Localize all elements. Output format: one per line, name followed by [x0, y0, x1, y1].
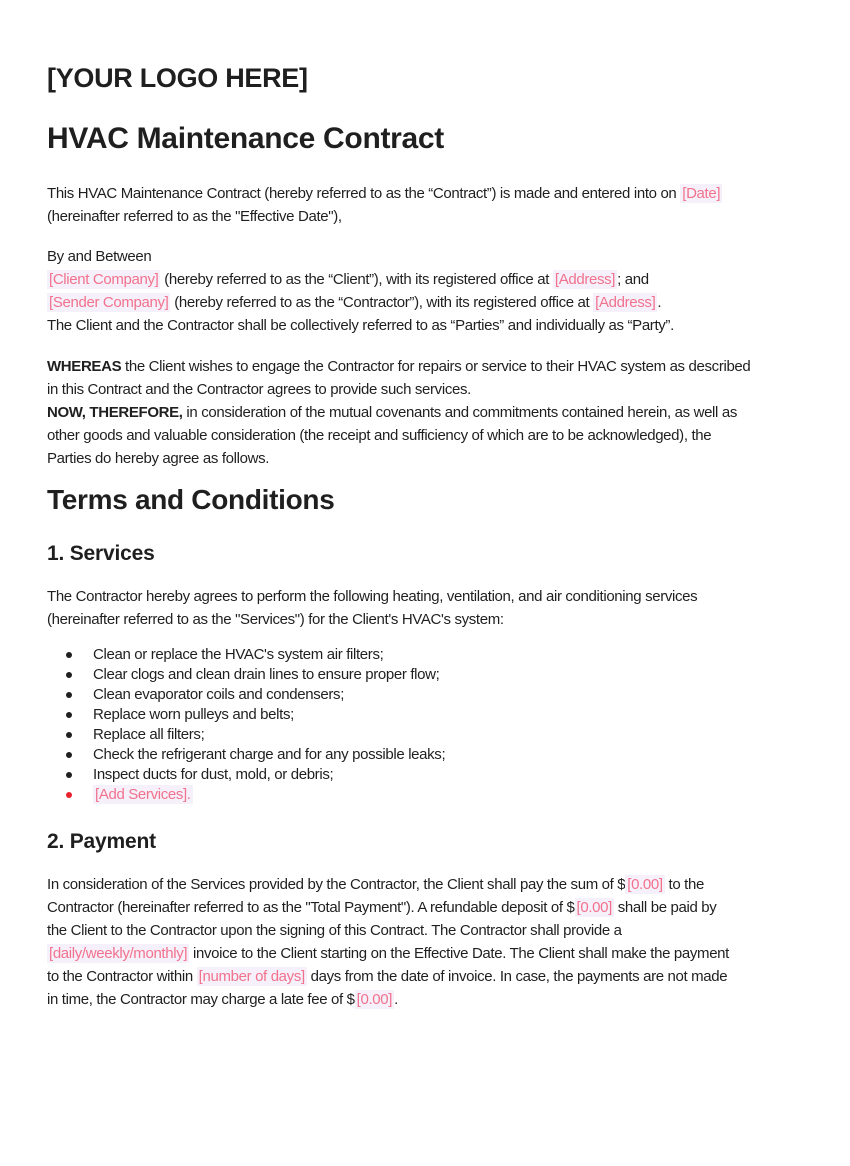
text-run: The Client and the Contractor shall be collectively referred to as “Parties” and individually as “Party”. — [47, 317, 674, 334]
client-address-placeholder[interactable]: [Address] — [554, 271, 616, 288]
services-intro-paragraph — [47, 585, 792, 631]
service-list-item — [66, 645, 792, 665]
text-run: days from the date of invoice. In case, the payments are not made — [306, 968, 728, 985]
text-run: This HVAC Maintenance Contract (hereby referred to as the “Contract”) is made and entered into on — [47, 185, 681, 202]
client-company-placeholder[interactable]: [Client Company] — [49, 271, 159, 288]
text-run: the Client wishes to engage the Contractor for repairs or service to their HVAC system as described — [121, 358, 751, 375]
logo-placeholder-heading: [YOUR LOGO HERE] — [47, 63, 308, 93]
sender-address-placeholder[interactable]: [Address] — [595, 294, 656, 311]
service-item-text: Replace all filters; — [93, 726, 205, 743]
sender-company-placeholder[interactable]: [Sender Company] — [49, 294, 169, 311]
service-list-item — [66, 785, 792, 805]
service-item-text: Inspect ducts for dust, mold, or debris; — [93, 766, 334, 783]
deposit-placeholder[interactable]: [0.00] — [576, 899, 612, 916]
service-list-item — [66, 765, 792, 785]
text-run: to the — [664, 876, 704, 893]
service-item-text: Clean or replace the HVAC's system air filters; — [93, 646, 384, 663]
text-run: (hereby referred to as the “Contractor”), with its registered office at — [170, 294, 594, 311]
text-run: . — [657, 294, 662, 311]
text-run: WHEREAS — [47, 358, 122, 375]
parties-paragraph — [47, 245, 792, 337]
terms-and-conditions-heading: Terms and Conditions — [47, 484, 335, 515]
text-run: ; and — [617, 271, 649, 288]
text-run: (hereinafter referred to as the "Effective Date"), — [47, 208, 342, 225]
service-list-item — [66, 725, 792, 745]
services-list — [47, 645, 792, 805]
text-run: (hereinafter referred to as the "Services") for the Client's HVAC's system: — [47, 611, 504, 628]
add-services-placeholder[interactable]: [Add Services]. — [95, 786, 191, 803]
text-run: in this Contract and the Contractor agrees to provide such services. — [47, 381, 471, 398]
service-item-text: Clear clogs and clean drain lines to ensure proper flow; — [93, 666, 440, 683]
text-run: in time, the Contractor may charge a late fee of $ — [47, 991, 355, 1008]
service-item-text: Replace worn pulleys and belts; — [93, 706, 294, 723]
total-payment-placeholder[interactable]: [0.00] — [627, 876, 663, 893]
service-item-text: Check the refrigerant charge and for any possible leaks; — [93, 746, 446, 763]
service-list-item — [66, 685, 792, 705]
text-run: Parties do hereby agree as follows. — [47, 450, 270, 467]
recitals-paragraph — [47, 355, 792, 470]
text-run: other goods and valuable consideration (the receipt and sufficiency of which are to be acknowledged), the — [47, 427, 712, 444]
service-list-item — [66, 745, 792, 765]
text-run: invoice to the Client starting on the Effective Date. The Client shall make the payment — [189, 945, 729, 962]
service-list-item — [66, 705, 792, 725]
text-run: in consideration of the mutual covenants and commitments contained herein, as well as — [182, 404, 737, 421]
payment-section-heading: 2. Payment — [47, 830, 156, 853]
text-run: shall be paid by — [613, 899, 717, 916]
document-title: HVAC Maintenance Contract — [47, 122, 445, 155]
text-run: In consideration of the Services provided by the Contractor, the Client shall pay the sum of $ — [47, 876, 626, 893]
late-fee-placeholder[interactable]: [0.00] — [356, 991, 393, 1008]
text-run: NOW, THEREFORE, — [47, 404, 183, 421]
text-run: the Client to the Contractor upon the signing of this Contract. The Contractor shall provide a — [47, 922, 622, 939]
service-list-item — [66, 665, 792, 685]
invoice-frequency-placeholder[interactable]: [daily/weekly/monthly] — [49, 945, 188, 962]
text-run: Contractor (hereinafter referred to as the "Total Payment"). A refundable deposit of $ — [47, 899, 575, 916]
payment-days-placeholder[interactable]: [number of days] — [198, 968, 305, 985]
services-section-heading: 1. Services — [47, 542, 155, 565]
text-run: . — [394, 991, 398, 1008]
service-item-text: Clean evaporator coils and condensers; — [93, 686, 345, 703]
text-run: (hereby referred to as the “Client”), with its registered office at — [160, 271, 553, 288]
text-run: By and Between — [47, 248, 152, 265]
intro-paragraph — [47, 182, 792, 228]
text-run: The Contractor hereby agrees to perform the following heating, ventilation, and air conditioning services — [47, 588, 698, 605]
payment-paragraph — [47, 873, 792, 1011]
date-placeholder[interactable]: [Date] — [682, 185, 721, 202]
text-run: to the Contractor within — [47, 968, 197, 985]
